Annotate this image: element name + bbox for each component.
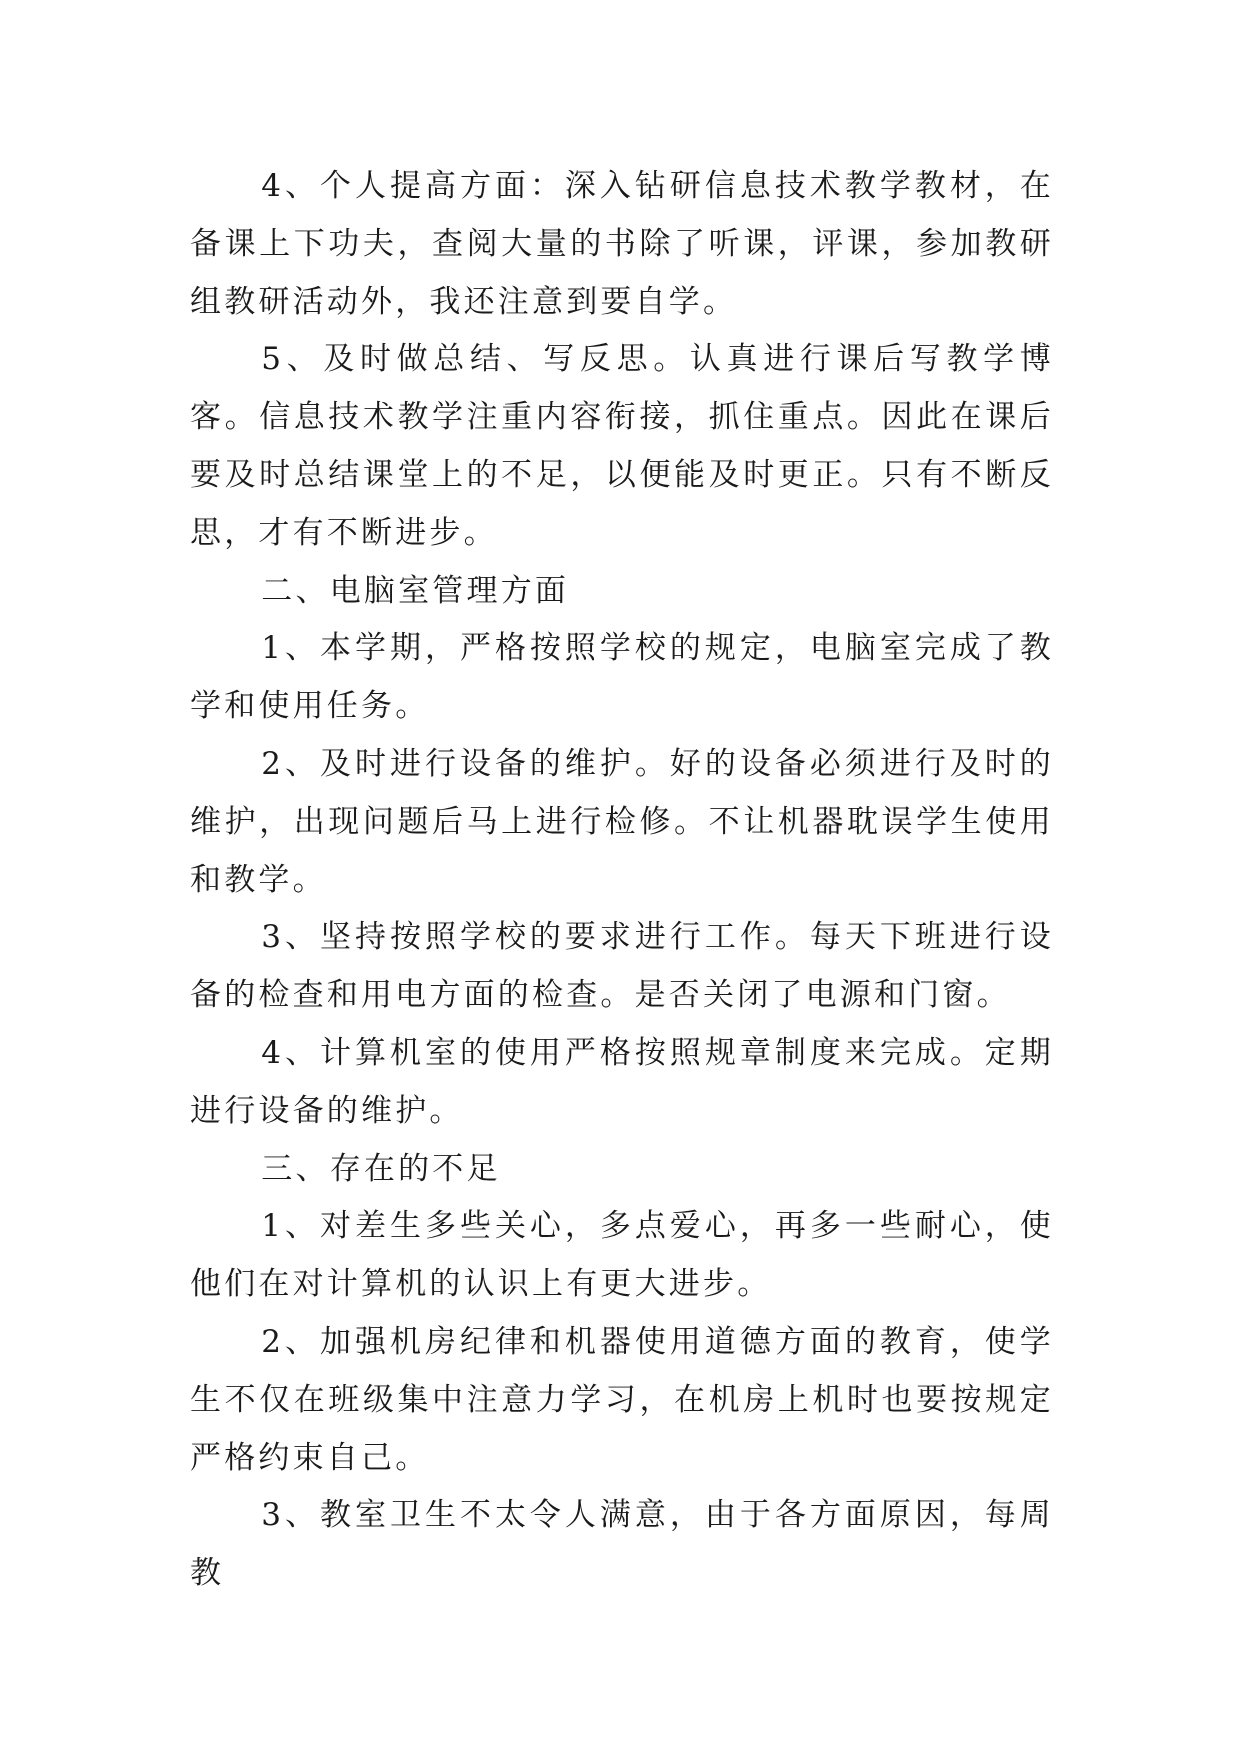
paragraph-summary-reflection: 5、及时做总结、写反思。认真进行课后写教学博客。信息技术教学注重内容衔接，抓住重点。因此在课后要及时总结课堂上的不足，以便能及时更正。只有不断反思，才有不断进步。 <box>190 341 1054 551</box>
paragraph-care-students: 1、对差生多些关心，多点爱心，再多一些耐心，使他们在对计算机的认识上有更大进步。 <box>190 1208 1054 1303</box>
section-heading-shortcomings: 三、存在的不足 <box>261 1150 501 1187</box>
paragraph-classroom-hygiene: 3、教室卫生不太令人满意，由于各方面原因，每周教 <box>190 1497 1054 1592</box>
document-body <box>190 158 1054 1603</box>
paragraph-personal-improvement: 4、个人提高方面：深入钻研信息技术教学教材，在备课上下功夫，查阅大量的书除了听课，评课，参加教研组教研活动外，我还注意到要自学。 <box>190 168 1054 320</box>
paragraph-room-rules: 4、计算机室的使用严格按照规章制度来完成。定期进行设备的维护。 <box>190 1034 1054 1129</box>
paragraph-equipment-maintenance: 2、及时进行设备的维护。好的设备必须进行及时的维护，出现问题后马上进行检修。不让机器耽误学生使用和教学。 <box>190 745 1054 898</box>
paragraph-daily-checks: 3、坚持按照学校的要求进行工作。每天下班进行设备的检查和用电方面的检查。是否关闭了电源和门窗。 <box>190 919 1054 1014</box>
paragraph-discipline-education: 2、加强机房纪律和机器使用道德方面的教育，使学生不仅在班级集中注意力学习，在机房上机时也要按规定严格约束自己。 <box>190 1323 1054 1476</box>
section-heading-computer-room: 二、电脑室管理方面 <box>261 572 570 609</box>
paragraph-room-tasks: 1、本学期，严格按照学校的规定，电脑室完成了教学和使用任务。 <box>190 630 1054 725</box>
